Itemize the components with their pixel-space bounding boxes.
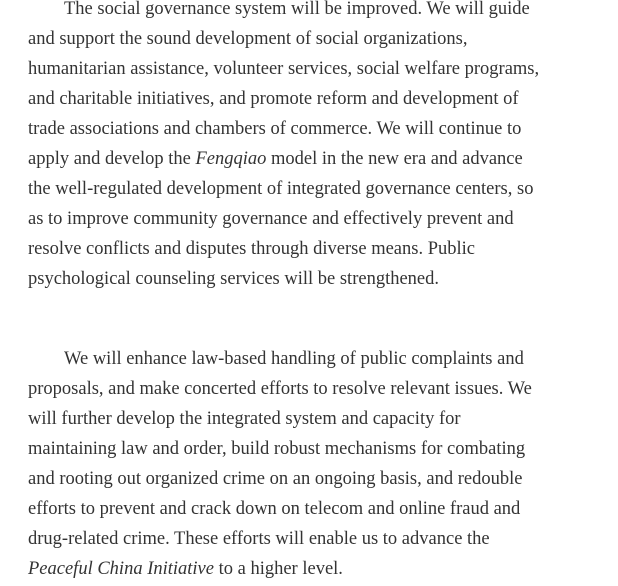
text-line: efforts to prevent and crack down on telecom and online fraud and <box>28 499 521 519</box>
text-line: apply and develop the Fengqiao model in the new era and advance <box>28 149 523 169</box>
text-line: The social governance system will be improved. We will guide <box>64 0 530 19</box>
text-line: as to improve community governance and effectively prevent and <box>28 209 514 229</box>
paragraph-law-and-order <box>28 344 588 584</box>
text-line: the well-regulated development of integrated governance centers, so <box>28 179 534 199</box>
peaceful-china-initiative-term: Peaceful China Initiative <box>28 559 214 579</box>
text-line: will further develop the integrated system and capacity for <box>28 409 461 429</box>
text-line: Peaceful China Initiative to a higher level. <box>28 559 343 579</box>
fengqiao-term: Fengqiao <box>195 149 267 169</box>
paragraph-social-governance <box>28 0 588 294</box>
text-line: We will enhance law-based handling of public complaints and <box>64 349 524 369</box>
text-line: humanitarian assistance, volunteer services, social welfare programs, <box>28 59 540 79</box>
text-line: and support the sound development of social organizations, <box>28 29 468 49</box>
document-body <box>28 0 588 584</box>
text-line: proposals, and make concerted efforts to resolve relevant issues. We <box>28 379 532 399</box>
text-line: maintaining law and order, build robust mechanisms for combating <box>28 439 526 459</box>
text-line: and charitable initiatives, and promote reform and development of <box>28 89 519 109</box>
text-line: resolve conflicts and disputes through diverse means. Public <box>28 239 475 259</box>
text-line: psychological counseling services will be strengthened. <box>28 269 440 289</box>
text-line: and rooting out organized crime on an ongoing basis, and redouble <box>28 469 523 489</box>
text-line: drug-related crime. These efforts will enable us to advance the <box>28 529 490 549</box>
text-line: trade associations and chambers of commerce. We will continue to <box>28 119 522 139</box>
